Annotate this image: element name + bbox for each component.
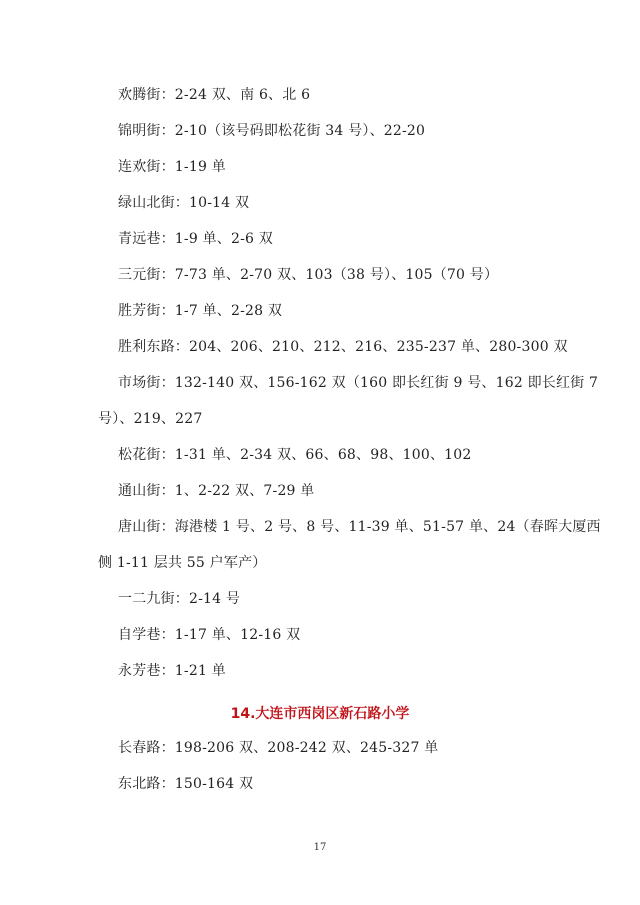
address-line-shichang-cont: 号）、219、227 — [98, 411, 203, 427]
address-line-dongbei: 东北路：150-164 双 — [118, 776, 254, 792]
address-line-shengfang: 胜芳街：1-7 单、2-28 双 — [118, 303, 283, 319]
address-line-jinming: 锦明街：2-10（该号码即松花街 34 号）、22-20 — [118, 123, 426, 139]
address-line-shenglidong: 胜利东路：204、206、210、212、216、235-237 单、280-300 双 — [118, 339, 568, 355]
address-line-tongshan: 通山街：1、2-22 双、7-29 单 — [118, 483, 315, 499]
address-line-shichang: 市场街：132-140 双、156-162 双（160 即长红街 9 号、162 即长红街 7 — [118, 375, 599, 391]
address-line-tangshan: 唐山街：海港楼 1 号、2 号、8 号、11-39 单、51-57 单、24（春晖大厦西 — [118, 519, 601, 535]
address-line-zixue: 自学巷：1-17 单、12-16 双 — [118, 627, 301, 643]
address-line-tangshan-cont: 侧 1-11 层共 55 户军产） — [98, 555, 267, 571]
page-number: 17 — [313, 842, 327, 853]
address-line-changchun: 长春路：198-206 双、208-242 双、245-327 单 — [118, 740, 439, 756]
address-line-lvshanbei: 绿山北街：10-14 双 — [118, 195, 250, 211]
address-line-yongfang: 永芳巷：1-21 单 — [118, 663, 226, 679]
address-line-songhua: 松花街：1-31 单、2-34 双、66、68、98、100、102 — [118, 447, 472, 463]
section-heading: 14.大连市西岗区新石路小学 — [230, 706, 410, 722]
address-line-huanteng: 欢腾街：2-24 双、南 6、北 6 — [118, 87, 311, 103]
address-line-lianhuan: 连欢街：1-19 单 — [118, 159, 226, 175]
address-line-qingyuan: 青远巷：1-9 单、2-6 双 — [118, 231, 273, 247]
address-line-sanyuan: 三元街：7-73 单、2-70 双、103（38 号）、105（70 号） — [118, 267, 499, 283]
address-line-yierjiu: 一二九街：2-14 号 — [118, 591, 241, 607]
